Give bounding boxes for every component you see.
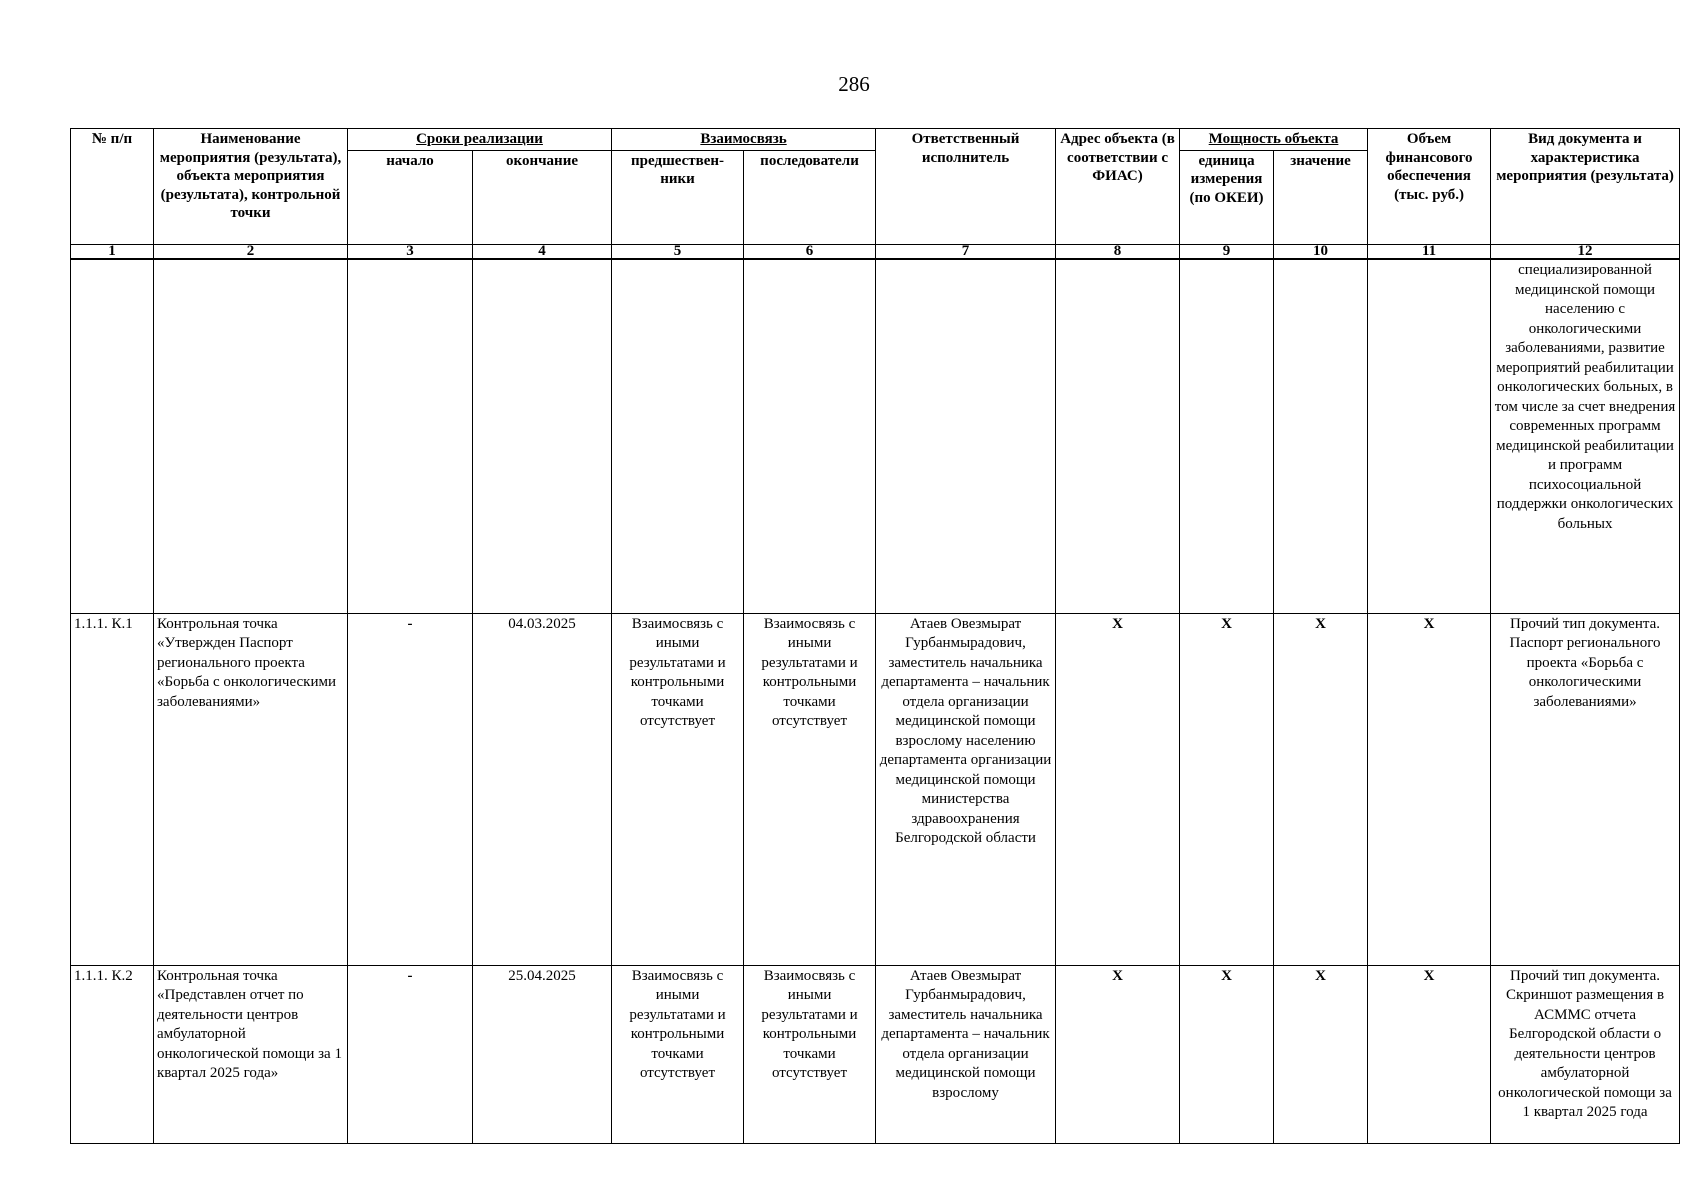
row-value: Х: [1274, 613, 1368, 965]
table-row: [71, 965, 1680, 1143]
row-volume: Х: [1368, 613, 1491, 965]
row-end: [473, 259, 612, 613]
row-address: Х: [1056, 613, 1180, 965]
table-row: [71, 259, 1680, 613]
column-number: 4: [473, 244, 612, 259]
activities-table: [70, 128, 1680, 1144]
column-number: 12: [1491, 244, 1680, 259]
header-col-successors: последователи: [744, 150, 876, 244]
header-col-address: Адрес объекта (в соответствии с ФИАС): [1056, 129, 1180, 245]
header-col-predecessors: предшествен-ники: [612, 150, 744, 244]
header-row-groups: [71, 129, 1680, 151]
column-number: 5: [612, 244, 744, 259]
column-number: 3: [348, 244, 473, 259]
column-number: 9: [1180, 244, 1274, 259]
row-responsible: [876, 259, 1056, 613]
header-col-responsible: Ответственный исполнитель: [876, 129, 1056, 245]
column-number: 2: [154, 244, 348, 259]
column-number: 10: [1274, 244, 1368, 259]
row-responsible: Атаев Овезмырат Гурбанмырадович, заместитель начальника департамента – начальник отдела организации медицинской помощи взрослому населению департамента организации медицинской помощи министерства здравоохранения Белгородской области: [876, 613, 1056, 965]
row-predecessors: Взаимосвязь с иными результатами и контрольными точками отсутствует: [612, 613, 744, 965]
header-col-value: значение: [1274, 150, 1368, 244]
header-col-end: окончание: [473, 150, 612, 244]
row-name: Контрольная точка «Представлен отчет по деятельности центров амбулаторной онкологической помощи за 1 квартал 2025 года»: [154, 965, 348, 1143]
row-address: [1056, 259, 1180, 613]
row-name: [154, 259, 348, 613]
row-name: Контрольная точка «Утвержден Паспорт регионального проекта «Борьба с онкологическими заболеваниями»: [154, 613, 348, 965]
row-document: специализированной медицинской помощи населению с онкологическими заболеваниями, развитие мероприятий реабилитации онкологических больных, в том числе за счет внедрения современных программ медицинской реабилитации и программ психосоциальной поддержки онкологических больных: [1491, 259, 1680, 613]
table-row: [71, 613, 1680, 965]
row-address: Х: [1056, 965, 1180, 1143]
page-number: 286: [838, 72, 870, 96]
row-successors: Взаимосвязь с иными результатами и контрольными точками отсутствует: [744, 613, 876, 965]
row-successors: Взаимосвязь с иными результатами и контрольными точками отсутствует: [744, 965, 876, 1143]
row-end: 25.04.2025: [473, 965, 612, 1143]
header-group-capacity: Мощность объекта: [1180, 129, 1368, 151]
row-document: Прочий тип документа. Паспорт регионального проекта «Борьба с онкологическими заболеваниями»: [1491, 613, 1680, 965]
row-volume: Х: [1368, 965, 1491, 1143]
row-number: 1.1.1. К.1: [71, 613, 154, 965]
header-col-name: Наименование мероприятия (результата), объекта мероприятия (результата), контрольной точки: [154, 129, 348, 245]
header-col-volume: Объем финансового обеспечения (тыс. руб.): [1368, 129, 1491, 245]
row-start: -: [348, 965, 473, 1143]
row-end: 04.03.2025: [473, 613, 612, 965]
row-unit: [1180, 259, 1274, 613]
row-start: -: [348, 613, 473, 965]
column-number: 11: [1368, 244, 1491, 259]
row-start: [348, 259, 473, 613]
header-col-start: начало: [348, 150, 473, 244]
row-number: [71, 259, 154, 613]
column-number: 7: [876, 244, 1056, 259]
header-col-unit: единица измерения (по ОКЕИ): [1180, 150, 1274, 244]
row-successors: [744, 259, 876, 613]
row-number: 1.1.1. К.2: [71, 965, 154, 1143]
header-col-document: Вид документа и характеристика мероприятия (результата): [1491, 129, 1680, 245]
row-responsible: Атаев Овезмырат Гурбанмырадович, заместитель начальника департамента – начальник отдела организации медицинской помощи взрослому: [876, 965, 1056, 1143]
column-number: 6: [744, 244, 876, 259]
header-group-relations: Взаимосвязь: [612, 129, 876, 151]
column-number: 8: [1056, 244, 1180, 259]
header-group-terms: Сроки реализации: [348, 129, 612, 151]
column-number-row: [71, 244, 1680, 259]
row-value: Х: [1274, 965, 1368, 1143]
row-predecessors: Взаимосвязь с иными результатами и контрольными точками отсутствует: [612, 965, 744, 1143]
row-document: Прочий тип документа. Скриншот размещения в АСММС отчета Белгородской области о деятельности центров амбулаторной онкологической помощи за 1 квартал 2025 года: [1491, 965, 1680, 1143]
row-value: [1274, 259, 1368, 613]
header-col-number: № п/п: [71, 129, 154, 245]
row-unit: Х: [1180, 613, 1274, 965]
column-number: 1: [71, 244, 154, 259]
row-unit: Х: [1180, 965, 1274, 1143]
row-volume: [1368, 259, 1491, 613]
row-predecessors: [612, 259, 744, 613]
